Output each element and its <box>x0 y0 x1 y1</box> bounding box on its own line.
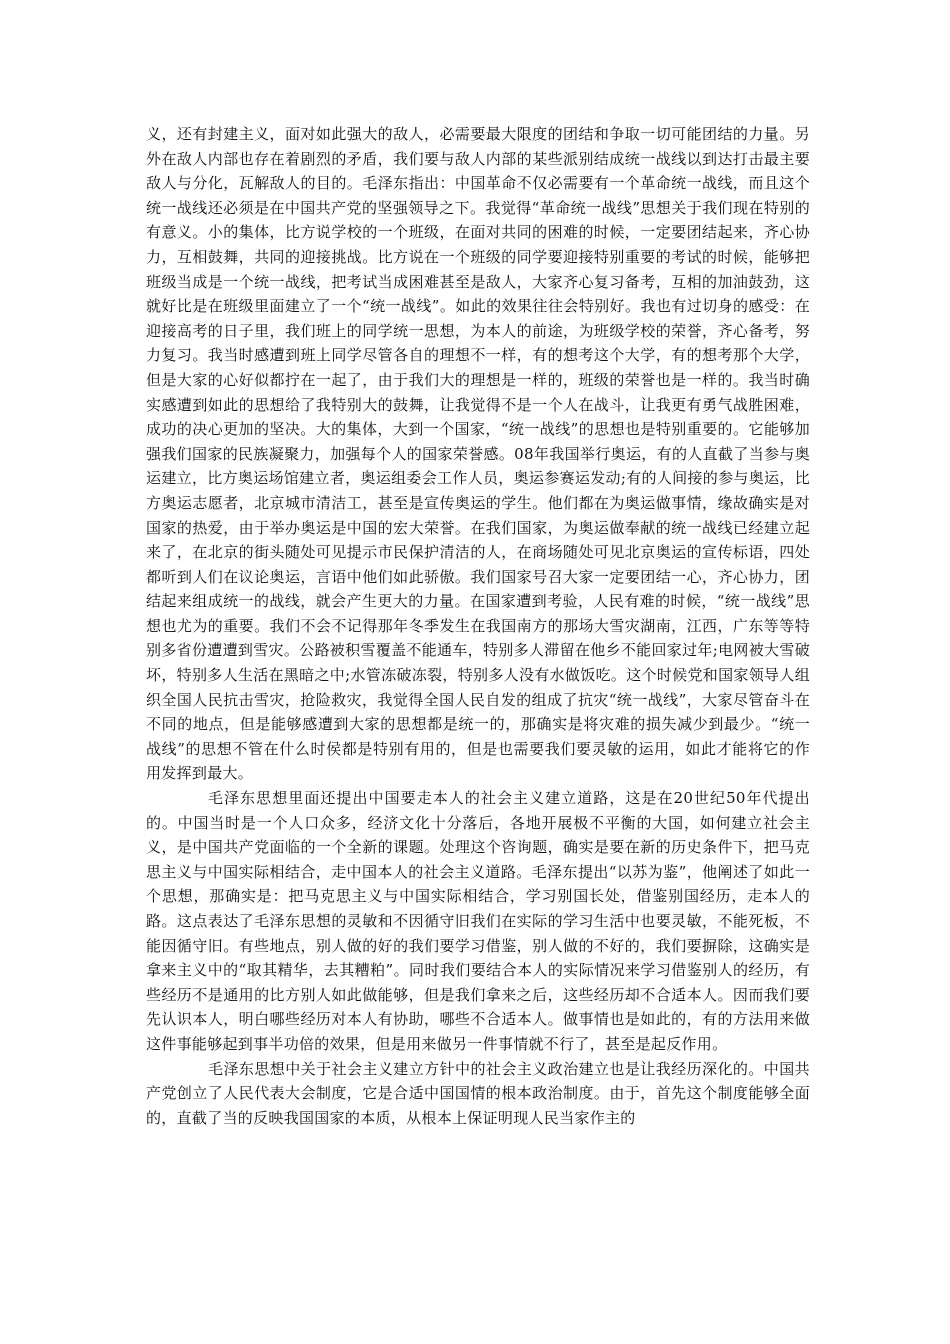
paragraph-political-system: 毛泽东思想中关于社会主义建立方针中的社会主义政治建立也是让我经历深化的。中国共产党创立了人民代表大会制度，它是合适中国国情的根本政治制度。由于，首先这个制度能够全面的，直截了当的反映我国国家的本质，从根本上保证明现人民当家作主的 <box>146 1059 810 1127</box>
paragraph-united-front: 义，还有封建主义，面对如此强大的敌人，必需要最大限度的团结和争取一切可能团结的力量。另外在敌人内部也存在着剧烈的矛盾，我们要与敌人内部的某些派别结成统一战线以到达打击最主要敌人与分化，瓦解敌人的目的。毛泽东指出：中国革命不仅必需要有一个革命统一战线，而且这个统一战线还必须是在中国共产党的坚强领导之下。我觉得“革命统一战线”思想关于我们现在特别的有意义。小的集体，比方说学校的一个班级，在面对共同的困难的时候，一定要团结起来，齐心协力，互相鼓舞，共同的迎接挑战。比方说在一个班级的同学要迎接特别重要的考试的时候，能够把班级当成是一个统一战线，把考试当成困难甚至是敌人，大家齐心复习备考，互相的加油鼓劲，这就好比是在班级里面建立了一个“统一战线”。如此的效果往往会特别好。我也有过切身的感受：在迎接高考的日子里，我们班上的同学统一思想，为本人的前途，为班级学校的荣誉，齐心备考，努力复习。我当时感遭到班上同学尽管各自的理想不一样，有的想考这个大学，有的想考那个大学，但是大家的心好似都拧在一起了，由于我们大的理想是一样的，班级的荣誉也是一样的。我当时确实感遭到如此的思想给了我特别大的鼓舞，让我觉得不是一个人在战斗，让我更有勇气战胜困难，成功的决心更加的坚决。大的集体，大到一个国家，“统一战线”的思想也是特别重要的。它能够加强我们国家的民族凝聚力，加强每个人的国家荣誉感。08年我国举行奥运，有的人直截了当参与奥运建立，比方奥运场馆建立者，奥运组委会工作人员，奥运参赛运发动;有的人间接的参与奥运，比方奥运志愿者，北京城市清洁工，甚至是宣传奥运的学生。他们都在为奥运做事情，缘故确实是对国家的热爱，由于举办奥运是中国的宏大荣誉。在我们国家，为奥运做奉献的统一战线已经建立起来了，在北京的街头随处可见提示市民保护清洁的人，在商场随处可见北京奥运的宣传标语，四处都听到人们在议论奥运，言语中他们如此骄傲。我们国家号召大家一定要团结一心，齐心协力，团结起来组成统一的战线，就会产生更大的力量。在国家遭到考验，人民有难的时候，“统一战线”思想也尤为的重要。我们不会不记得那年冬季发生在我国南方的那场大雪灾湖南，江西，广东等等特别多省份遭遭到雪灾。公路被积雪覆盖不能通车，特别多人滞留在他乡不能回家过年;电网被大雪破坏，特别多人生活在黑暗之中;水管冻破冻裂，特别多人没有水做饭吃。这个时候党和国家领导人组织全国人民抗击雪灾，抢险救灾，我觉得全国人民自发的组成了抗灾“统一战线”，大家尽管奋斗在不同的地点，但是能够感遭到大家的思想都是统一的，那确实是将灾难的损失减少到最少。“统一战线”的思想不管在什么时侯都是特别有用的，但是也需要我们要灵敏的运用，如此才能将它的作用发挥到最大。 <box>146 125 810 783</box>
paragraph-socialist-road: 毛泽东思想里面还提出中国要走本人的社会主义建立道路，这是在20世纪50年代提出的。中国当时是一个人口众多，经济文化十分落后，各地开展极不平衡的大国，如何建立社会主义，是中国共产党面临的一个全新的课题。处理这个咨询题，确实是要在新的历史条件下，把马克思主义与中国实际相结合，走中国本人的社会主义道路。毛泽东提出“以苏为鉴”，他阐述了如此一个思想，那确实是：把马克思主义与中国实际相结合，学习别国长处，借鉴别国经历，走本人的路。这点表达了毛泽东思想的灵敏和不因循守旧我们在实际的学习生活中也要灵敏，不能死板，不能因循守旧。有些地点，别人做的好的我们要学习借鉴，别人做的不好的，我们要摒除，这确实是拿来主义中的“取其精华，去其糟粕”。同时我们要结合本人的实际情况来学习借鉴别人的经历，有些经历不是通用的比方别人如此做能够，但是我们拿来之后，这些经历却不合适本人。因而我们要先认识本人，明白哪些经历对本人有协助，哪些不合适本人。做事情也是如此的，有的方法用来做这件事能够起到事半功倍的效果，但是用来做另一件事情就不行了，甚至是起反作用。 <box>146 789 810 1053</box>
document-body <box>146 122 810 1130</box>
